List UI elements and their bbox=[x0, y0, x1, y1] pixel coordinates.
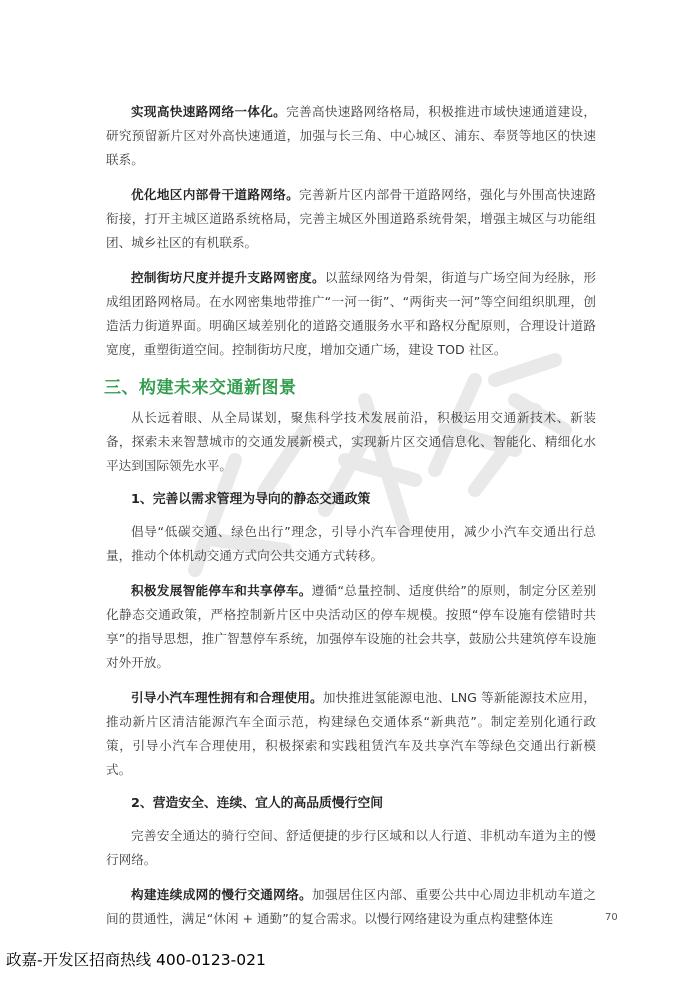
paragraph-text: 加快推进氢能源电池、LNG 等新能源技术应用，推动新片区清洁能源汽车全面示范，构建绿色交通体系“新典范”。制定差别化通行政策，引导小汽车合理使用，积极探索和实践租赁汽车及共享汽车等绿色交通出行新模式。 bbox=[106, 690, 597, 777]
paragraph-lead: 控制街坊尺度并提升支路网密度。 bbox=[131, 270, 325, 285]
main-content bbox=[106, 100, 596, 942]
paragraph-car-use bbox=[106, 686, 596, 782]
paragraph-text: 遵循“总量控制、适度供给”的原则，制定分区差别化静态交通政策，严格控制新片区中央活动区的停车规模。按照“停车设施有偿错时共享”的指导思想，推广智慧停车系统，加强停车设施的社会共享，鼓励公共建筑停车设施对外开放。 bbox=[106, 583, 596, 670]
paragraph-expressway bbox=[106, 100, 596, 172]
paragraph-road-network bbox=[106, 183, 596, 255]
section-heading: 三、构建未来交通新图景 bbox=[104, 378, 297, 398]
paragraph-block-scale bbox=[106, 266, 596, 362]
paragraph-text: 完善新片区内部骨干道路网络，强化与外围高快速路衔接，打开主城区道路系统格局，完善主城区外围道路系统骨架，增强主城区与功能组团、城乡社区的有机联系。 bbox=[106, 187, 597, 250]
subsection-intro-1: 倡导“低碳交通、绿色出行”理念，引导小汽车合理使用，减少小汽车交通出行总量，推动个体机动交通方式向公共交通方式转移。 bbox=[106, 524, 596, 563]
paragraph-lead: 优化地区内部骨干道路网络。 bbox=[131, 187, 300, 202]
paragraph-lead: 实现高快速路网络一体化。 bbox=[131, 104, 287, 119]
paragraph-lead: 构建连续成网的慢行交通网络。 bbox=[131, 887, 312, 902]
paragraph-smart-parking bbox=[106, 579, 596, 675]
page-number: 70 bbox=[605, 912, 618, 923]
paragraph-text: 完善高快速路网络格局，积极推进市域快速通道建设，研究预留新片区对外高快速通道，加强与长三角、中心城区、浦东、奉贤等地区的快速联系。 bbox=[106, 104, 597, 167]
subsection-heading-2: 2、营造安全、连续、宜人的高品质慢行空间 bbox=[131, 796, 384, 811]
paragraph-text: 以蓝绿网络为骨架，街道与广场空间为经脉，形成组团路网格局。在水网密集地带推广“一河一街”、“两街夹一河”等空间组织肌理，创造活力街道界面。明确区域差别化的道路交通服务水平和路权分配原则，合理设计道路宽度，重塑街道空间。控制街坊尺度，增加交通广场，建设 TOD 社区。 bbox=[106, 270, 597, 357]
section-intro: 从长远着眼、从全局谋划，聚焦科学技术发展前沿，积极运用交通新技术、新装备，探索未来智慧城市的交通发展新模式，实现新片区交通信息化、智能化、精细化水平达到国际领先水平。 bbox=[106, 410, 596, 473]
paragraph-slow-traffic bbox=[106, 883, 596, 931]
paragraph-lead: 引导小汽车理性拥有和合理使用。 bbox=[131, 690, 323, 705]
subsection-heading-1: 1、完善以需求管理为导向的静态交通政策 bbox=[131, 492, 371, 507]
paragraph-text: 加强居住区内部、重要公共中心周边非机动车道之间的贯通性，满足“休闲 + 通勤”的复合需求。以慢行网络建设为重点构建整体连 bbox=[106, 887, 597, 926]
paragraph-lead: 积极发展智能停车和共享停车。 bbox=[131, 583, 312, 598]
subsection-intro-2: 完善安全通达的骑行空间、舒适便捷的步行区域和以人行道、非机动车道为主的慢行网络。 bbox=[106, 828, 596, 867]
footer-hotline: 政嘉-开发区招商热线 400-0123-021 bbox=[6, 951, 266, 969]
